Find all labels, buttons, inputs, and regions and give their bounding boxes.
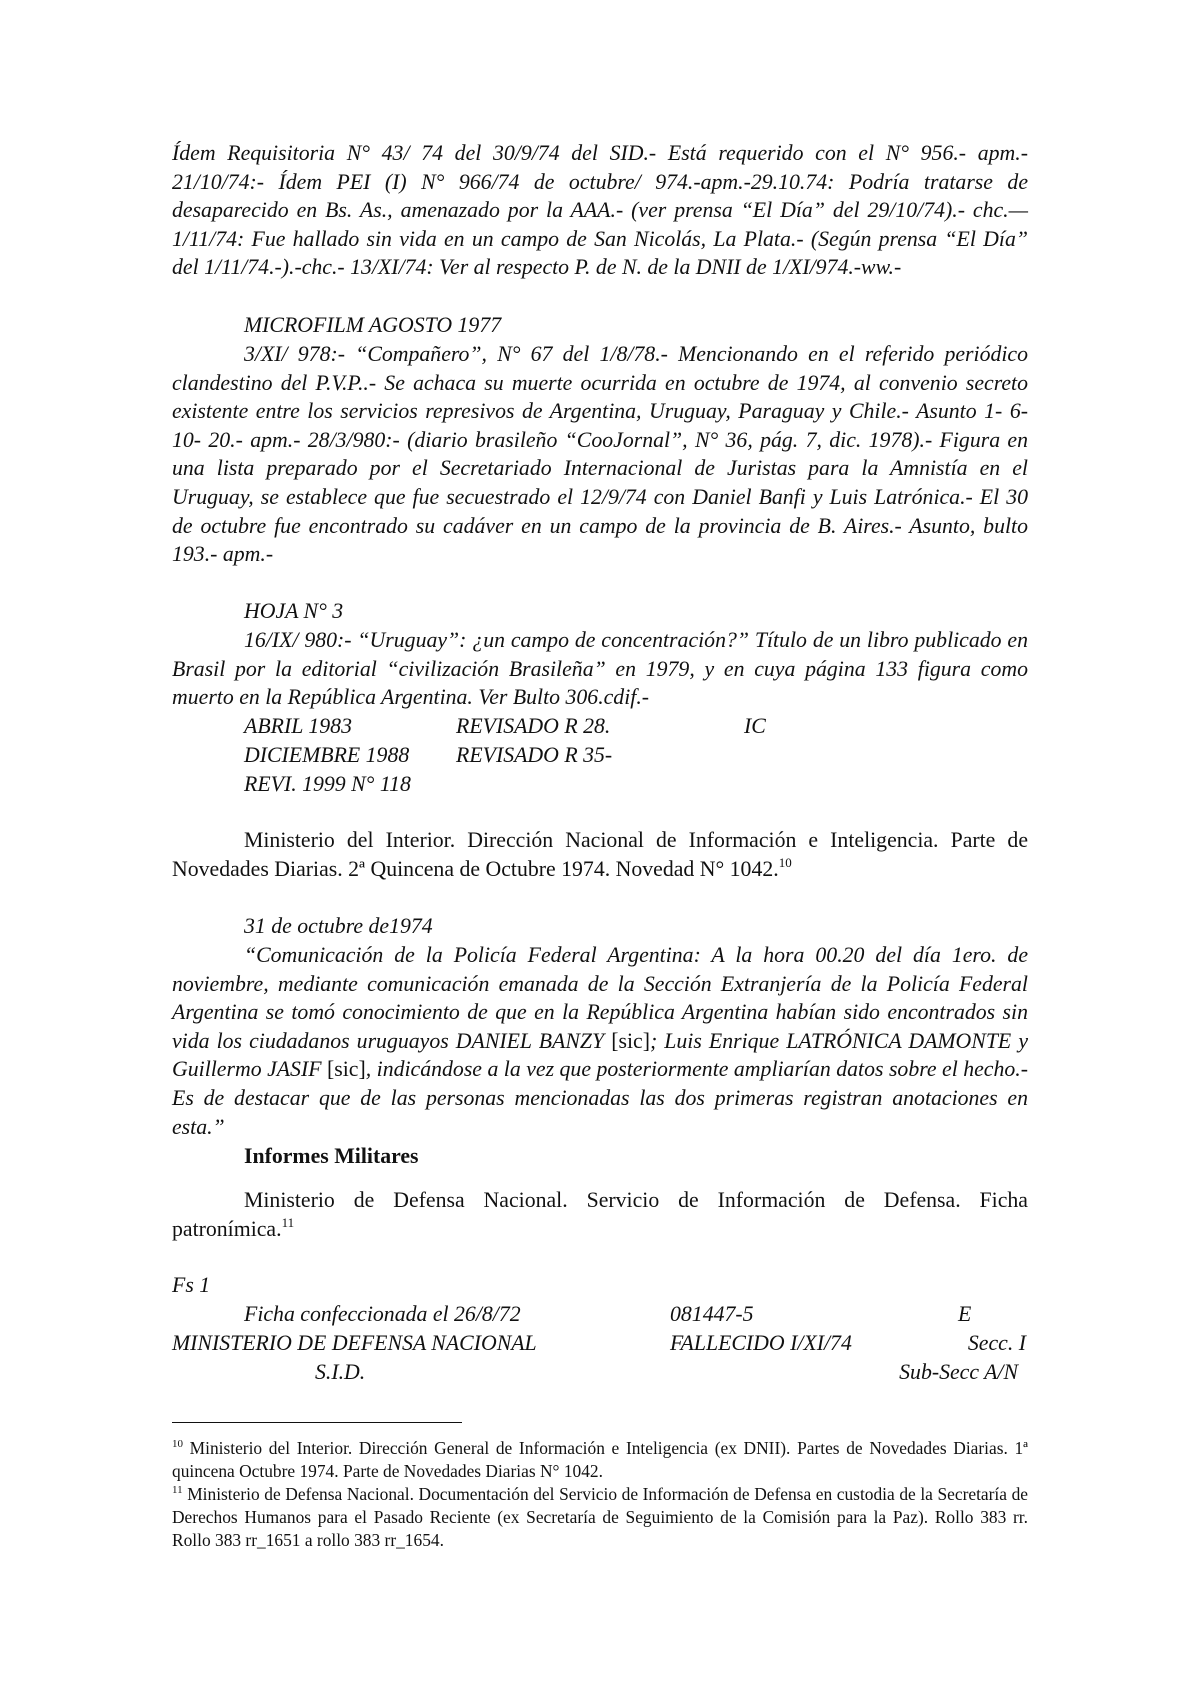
revision-date: REVI. 1999 N° 118 xyxy=(244,772,411,796)
footnote-11 xyxy=(172,1483,1028,1551)
section-heading: Informes Militares xyxy=(244,1144,419,1168)
quote-part-1: “Comunicación de la Policía Federal Argentina: A la hora 00.20 del día 1ero. de noviembre, mediante comunicación emanada de la Sección Extranjería de la Policía Federal Argentina se tomó conocimiento de que en la República Argentina habían sido encontrados sin vida los ciudadanos uruguayos DANIEL BANZY xyxy=(172,943,1028,1053)
ficha-letter: E xyxy=(958,1302,972,1326)
footnote-separator xyxy=(172,1422,462,1423)
ficha-row xyxy=(172,1300,1028,1329)
source-paragraph-sid xyxy=(172,1186,1028,1243)
sic-marker: [sic] xyxy=(327,1057,366,1082)
footnote-text: Ministerio de Defensa Nacional. Documentación del Servicio de Información de Defensa en custodia de la Secretaría de Derechos Humanos para el Pasado Reciente (ex Secretaría de Seguimiento de la Comisión para la Paz). Rollo 383 rr. Rollo 383 rr_1651 a rollo 383 rr_1654. xyxy=(172,1484,1028,1550)
revision-row-2 xyxy=(172,741,1028,770)
ministry-row xyxy=(172,1329,1028,1358)
deceased-date: FALLECIDO I/XI/74 xyxy=(670,1331,852,1355)
footnote-10 xyxy=(172,1437,1028,1483)
source-text: Ministerio del Interior. Dirección Nacional de Información e Inteligencia. Parte de Novedades Diarias. 2ª Quincena de Octubre 1974. Novedad N° 1042. xyxy=(172,828,1028,881)
revision-code: REVISADO R 35- xyxy=(456,743,613,767)
revision-code: REVISADO R 28. xyxy=(456,714,611,738)
microfilm-line: MICROFILM AGOSTO 1977 xyxy=(244,313,502,337)
record-paragraph-2: 3/XI/ 978:- “Compañero”, N° 67 del 1/8/78.- Mencionando en el referido periódico clandestino del P.V.P..- Se achaca su muerte ocurrida en octubre de 1974, al convenio secreto existente entre los servicios represivos de Argentina, Uruguay, Paraguay y Chile.- Asunto 1- 6- 10- 20.- apm.- 28/3/980:- (diario brasileño “CooJornal”, N° 36, pág. 7, dic. 1978).- Figura en una lista preparado por el Secretariado Internacional de Juristas para la Amnistía en el Uruguay, se establece que fue secuestrado el 12/9/74 con Daniel Banfi y Luis Latrónica.- El 30 de octubre fue encontrado su cadáver en un campo de la provincia de B. Aires.- Asunto, bulto 193.- apm.- xyxy=(172,342,1028,567)
revision-date: ABRIL 1983 xyxy=(244,714,352,738)
quoted-communication xyxy=(172,941,1028,1141)
record-paragraph-3: 16/IX/ 980:- “Uruguay”: ¿un campo de concentración?” Título de un libro publicado en Brasil por la editorial “civilización Brasileña” en 1979, y en cuya página 133 figura como muerto en la República Argentina. Ver Bulto 306.cdif.- xyxy=(172,628,1028,710)
quote-part-2: ; Luis Enrique LATRÓNICA DAMONTE y Guillermo JASIF xyxy=(172,1028,1028,1082)
hoja-line: HOJA N° 3 xyxy=(244,599,344,623)
sid-row xyxy=(172,1358,1028,1387)
quote-part-3: , indicándose a la vez que posteriormente ampliarían datos sobre el hecho.- Es de destacar que de las personas mencionadas las dos primeras registran anotaciones en esta.” xyxy=(172,1057,1028,1139)
footnote-text: Ministerio del Interior. Dirección General de Información e Inteligencia (ex DNII). Partes de Novedades Diarias. 1ª quincena Octubre 1974. Parte de Novedades Diarias N° 1042. xyxy=(172,1438,1028,1481)
ficha-number: 081447-5 xyxy=(670,1302,754,1326)
revision-date: DICIEMBRE 1988 xyxy=(244,743,410,767)
record-paragraph-1: Ídem Requisitoria N° 43/ 74 del 30/9/74 del SID.- Está requerido con el N° 956.- apm.- 21/10/74:- Ídem PEI (I) N° 966/74 de octubre/ 974.-apm.-29.10.74: Podría tratarse de desaparecido en Bs. As., amenazado por la AAA.- (ver prensa “El Día” del 29/10/74).- chc.—1/11/74: Fue hallado sin vida en un campo de San Nicolás, La Plata.- (Según prensa “El Día” del 1/11/74.-).-chc.- 13/XI/74: Ver al respecto P. de N. de la DNII de 1/XI/974.-ww.- xyxy=(172,141,1028,280)
footnote-number: 10 xyxy=(172,1438,183,1450)
source-paragraph-dnii xyxy=(172,826,1028,883)
source-text: Ministerio de Defensa Nacional. Servicio de Información de Defensa. Ficha patronímica. xyxy=(172,1188,1028,1241)
footnote-ref-11: 11 xyxy=(281,1214,295,1230)
revision-row-1 xyxy=(172,712,1028,741)
ficha-date: Ficha confeccionada el 26/8/72 xyxy=(244,1302,521,1326)
sid-abbrev: S.I.D. xyxy=(315,1360,366,1384)
section-code: Secc. I xyxy=(967,1331,1026,1355)
date-line: 31 de octubre de1974 xyxy=(244,914,433,938)
revision-row-3 xyxy=(172,770,1028,799)
sic-marker: [sic] xyxy=(611,1028,650,1053)
folio-label: Fs 1 xyxy=(172,1273,211,1297)
footnote-ref-10: 10 xyxy=(778,854,792,870)
footnote-number: 11 xyxy=(172,1484,183,1496)
subsection-code: Sub-Secc A/N xyxy=(899,1360,1018,1384)
revision-initials: IC xyxy=(744,714,766,738)
ministry-name: MINISTERIO DE DEFENSA NACIONAL xyxy=(172,1331,537,1355)
